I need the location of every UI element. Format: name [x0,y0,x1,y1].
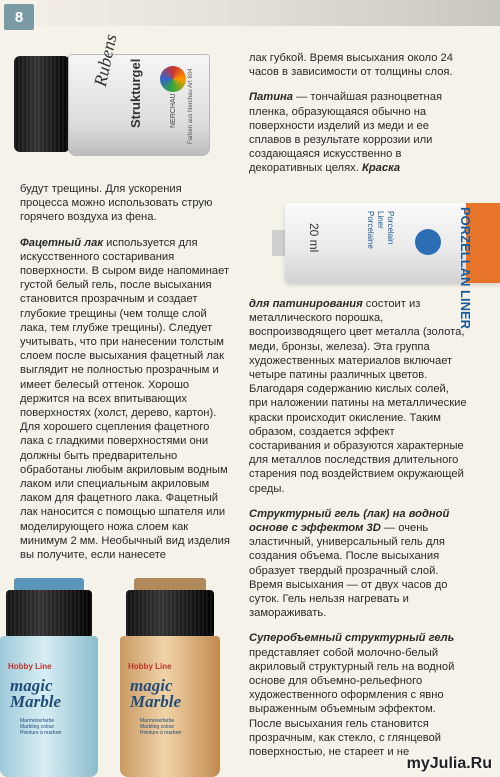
patina-paragraph [249,90,467,175]
site-watermark: myJulia.Ru [406,755,492,772]
paint-text: состоит из металлического порошка, воспроизводящего цвет металла (золота, меди, бронзы, железа). Эта группа художественных материалов включает четыре патины различных цветов. Благодаря содержанию кислых солей, при наложении патины на металлические краски происходит окисление. Таким образом, создается эффект состаривания и образуются характерные для металлов последствия длительного старения под воздействием окружающей среды. [249,298,467,495]
brand-logo-icon [160,66,186,92]
marble-jar-gold-photo [118,578,228,777]
marble-sub-1: Marmorierfarbe Marbling colour Peinture à marbrer [20,718,62,736]
jar-small-text: NERCHAU [170,93,177,128]
marble-jar-blue-photo [0,578,105,777]
continuation-paragraph: лак губкой. Время высыхания около 24 часов в зависимости от толщины слоя. [249,52,453,79]
marble-sub-2: Marmorierfarbe Marbling colour Peinture à marbrer [140,718,182,736]
marble-product-2: magic Marble [130,676,181,711]
right-column-upper [249,51,467,187]
super-gel-paragraph [249,631,467,759]
patina-text: — тончайшая разноцветная пленка, образующаяся обычно на поверхности изделий из меди и ее сплавов в результате коррозии или создающаяся искусственно в декоративных целях. [249,91,443,175]
paint-term-b: для патинирования [249,298,363,310]
jar-side-text: Farben aus Nerchau Art 804 [188,68,194,144]
marble-product-1: magic Marble [10,676,61,711]
strukturgel-jar-photo [10,32,210,166]
jar-label: Strukturgel [128,58,143,128]
gel-term: Структурный гель (лак) на водной основе с эффектом 3D [249,507,450,535]
gel-paragraph [249,507,467,621]
marble-brand-2: Hobby Line [128,662,172,671]
tube-line-2: Liner [376,211,385,229]
tube-line-3: Porcelaine [366,211,375,249]
intro-paragraph: будут трещины. Для ускорения процесса можно использовать струю горячего воздуха из фена. [20,183,213,224]
right-column-lower [249,297,467,770]
super-gel-text: представляет собой молочно-белый акриловый структурный гель на водной основе для объемно-рельефного художественного оформления с явно выраженным объемным эффектом. После высыхания гель становится прозрачным, как стекло, с глянцевой поверхностью, не стареет и не [249,646,455,759]
left-column [20,182,230,573]
gel-text: — очень эластичный, универсальный гель для создания объема. После высыхания образует твердый прозрачный слой. Время высыхания — от двух часов до суток. Гель нельзя нагревать и замораживать. [249,522,448,620]
header-band [36,0,500,26]
patina-term: Патина [249,91,294,104]
facet-term: Фацетный лак [20,236,104,249]
facet-paragraph [20,236,230,563]
jar-brand: Rubens [90,32,121,89]
super-gel-term: Суперобъемный структурный гель [249,632,455,645]
tube-volume: 20 ml [307,223,321,253]
marble-brand-1: Hobby Line [8,662,52,671]
facet-text: используется для искусственного состаривания поверхности. В сыром виде напоминает густой белый гель, после высыхания становится прозрачным и создает глубокие трещины (чем толще слой лака, тем глубже трещины). Следует учитывать, что при нанесении толстым слоем после высыхания фацетный лак выглядит не полностью прозрачным и имеет белесый оттенок. Хорошо держится на всех впитывающих поверхностях (холст, дерево, картон). Для хорошего сцепления фацетного лака с гладкими поверхностями они должны быть предварительно обработаны любым акриловым водным лаком или специальным акриловым лаком для фацетного лака. Фацетный лак наносится с помощью шпателя или моделирующего ножа слоем как минимум 2 мм. Необычный вид изделия вы получите, если нанесете [20,236,230,562]
tube-line-1: Porcelain [386,211,395,245]
paint-paragraph [249,297,467,496]
paint-term-a: Краска [361,162,401,175]
tube-logo-icon [415,229,441,255]
page-number: 8 [4,4,34,30]
tube-brand: PORZELLAN LINER [458,207,473,330]
